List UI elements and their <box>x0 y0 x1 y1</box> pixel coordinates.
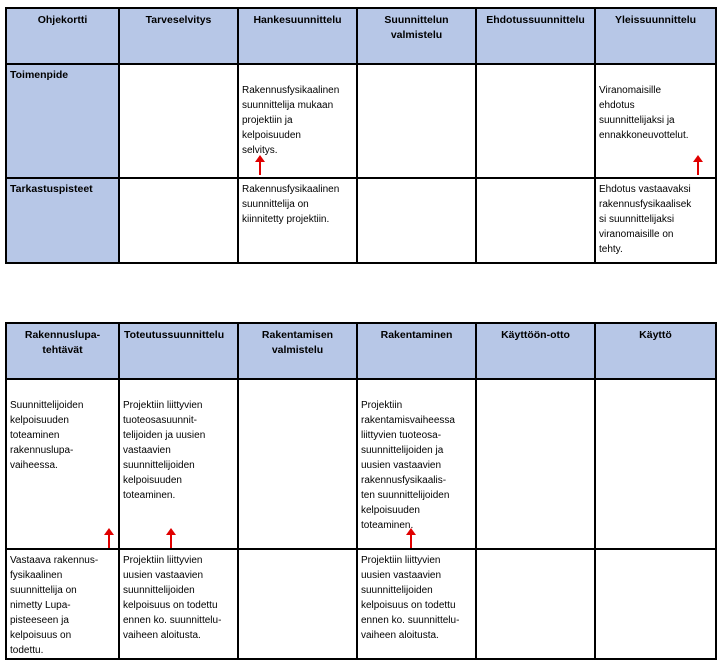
up-arrow-icon <box>693 155 703 175</box>
header-yleissuunnittelu: Yleissuunnittelu <box>595 8 716 64</box>
table-row <box>6 379 716 549</box>
table-row <box>6 64 716 178</box>
cell-text: Rakennusfysikaalinen suunnittelija mukaan projektiin ja kelpoisuuden selvitys. <box>242 85 340 156</box>
table-cell <box>238 379 357 549</box>
table-cell <box>595 379 716 549</box>
cell-text: Projektiin rakentamisvaiheessa liittyvien tuoteosa- suunnittelijoiden ja uusien vastaavien rakennusfysikaalis- ten suunnittelijoiden kelpoisuuden toteaminen. <box>361 400 455 531</box>
header-rakentaminen: Rakentaminen <box>357 323 476 379</box>
header-rakennuslupatehtavat: Rakennuslupa- tehtävät <box>6 323 119 379</box>
table-cell <box>595 549 716 659</box>
row-head-toimenpide: Toimenpide <box>6 64 119 178</box>
table-cell <box>238 549 357 659</box>
table-cell <box>476 178 595 263</box>
header-ohjekortti: Ohjekortti <box>6 8 119 64</box>
table-cell <box>119 379 238 549</box>
header-kaytto: Käyttö <box>595 323 716 379</box>
table-cell <box>6 379 119 549</box>
table-header-row <box>6 323 716 379</box>
cell-text: Projektiin liittyvien tuoteosasuunnit- telijoiden ja uusien vastaavien suunnittelijoiden kelpoisuuden toteaminen. <box>123 400 206 501</box>
up-arrow-icon <box>166 528 176 548</box>
table-cell <box>595 64 716 178</box>
table-cell: Vastaava rakennus- fysikaalinen suunnittelija on nimetty Lupa- pisteeseen ja kelpoisuus on todettu. <box>6 549 119 659</box>
table-row <box>6 549 716 659</box>
header-hankesuunnittelu: Hankesuunnittelu <box>238 8 357 64</box>
table-cell <box>476 379 595 549</box>
table-header-row <box>6 8 716 64</box>
table-cell: Rakennusfysikaalinen suunnittelija on kiinnitetty projektiin. <box>238 178 357 263</box>
table-cell: Projektiin liittyvien uusien vastaavien suunnittelijoiden kelpoisuus on todettu ennen ko. suunnittelu- vaiheen aloitusta. <box>357 549 476 659</box>
header-kayttoonotto: Käyttöön-otto <box>476 323 595 379</box>
table-cell <box>119 178 238 263</box>
header-suunnittelun-valmistelu: Suunnittelun valmistelu <box>357 8 476 64</box>
up-arrow-icon <box>406 528 416 548</box>
up-arrow-icon <box>255 155 265 175</box>
table-phases-1 <box>5 7 717 264</box>
header-ehdotussuunnittelu: Ehdotussuunnittelu <box>476 8 595 64</box>
header-toteutussuunnittelu: Toteutussuunnittelu <box>119 323 238 379</box>
header-rakentamisen-valmistelu: Rakentamisen valmistelu <box>238 323 357 379</box>
table-row <box>6 178 716 263</box>
table-cell <box>476 64 595 178</box>
table-cell <box>357 64 476 178</box>
header-tarveselvitys: Tarveselvitys <box>119 8 238 64</box>
row-head-tarkastuspisteet: Tarkastuspisteet <box>6 178 119 263</box>
table-phases-2 <box>5 322 717 660</box>
table-cell: Projektiin liittyvien uusien vastaavien suunnittelijoiden kelpoisuus on todettu ennen ko. suunnittelu- vaiheen aloitusta. <box>119 549 238 659</box>
table-cell <box>357 178 476 263</box>
table-cell: Ehdotus vastaavaksi rakennusfysikaalisek si suunnittelijaksi viranomaisille on tehty. <box>595 178 716 263</box>
cell-text: Viranomaisille ehdotus suunnittelijaksi ja ennakkoneuvottelut. <box>599 85 689 141</box>
up-arrow-icon <box>104 528 114 548</box>
table-cell <box>119 64 238 178</box>
table-cell <box>357 379 476 549</box>
cell-text: Suunnittelijoiden kelpoisuuden toteaminen rakennuslupa- vaiheessa. <box>10 400 84 471</box>
table-cell <box>476 549 595 659</box>
table-cell <box>238 64 357 178</box>
